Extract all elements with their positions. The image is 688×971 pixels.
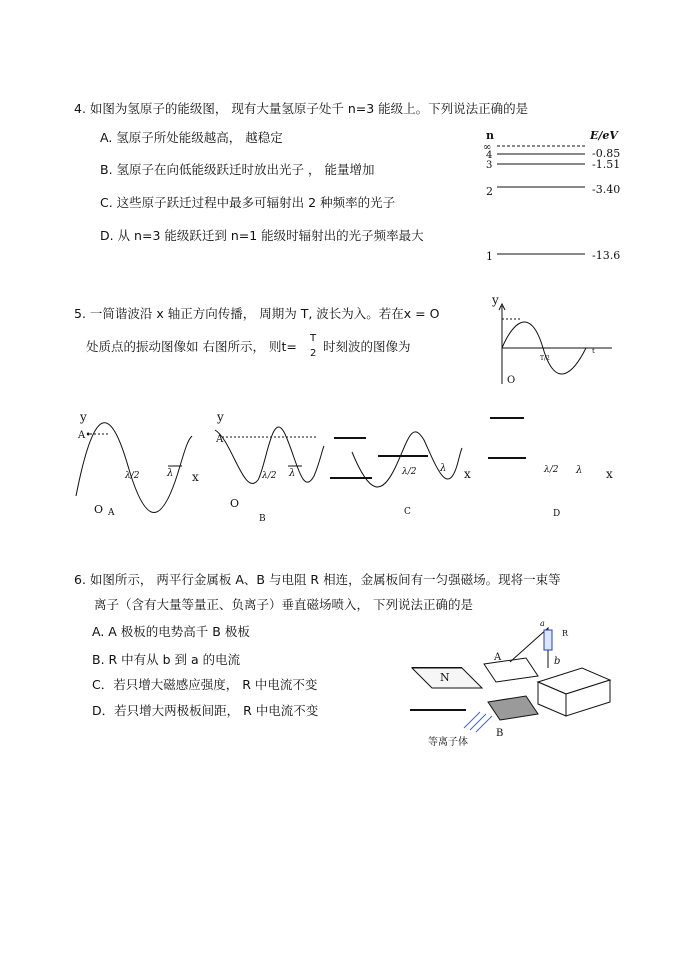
q6-option-c: C．若只增大磁感应强度， R 中电流不变 [92, 677, 318, 692]
c-half-lambda: λ/2 [402, 467, 417, 477]
label-n: N [440, 671, 450, 684]
b-letter: B [259, 514, 266, 524]
q4-option-b: B. 氢原子在向低能级跃迁时放出光子 ， 能量增加 [100, 162, 375, 177]
level-4-n: 4 [486, 150, 493, 161]
plasma-arrow-2 [470, 714, 486, 730]
q4-stem: 4. 如图为氢原子的能级图， 现有大量氢原子处千 n=3 能级上。下列说法正确的是 [74, 101, 529, 116]
q5-stem-line1: 5. 一简谐波沿 x 轴正方向传播， 周期为 T, 波长为入。若在x = O [74, 306, 440, 321]
level-inf-n: ∞ [483, 142, 492, 153]
plasma-arrow-3 [476, 716, 492, 732]
b-half-lambda: λ/2 [262, 471, 277, 481]
q5-frac-den: 2 [310, 348, 317, 359]
n-header: n [486, 129, 494, 142]
a-half-lambda: λ/2 [125, 471, 140, 481]
q6-option-b: B. R 中有从 b 到 a 的电流 [92, 652, 241, 667]
level-4-e: -0.85 [592, 147, 621, 160]
a-point-label: A• [78, 430, 92, 441]
label-small-b: b [554, 656, 561, 667]
b-point-label: A [216, 434, 224, 445]
b-origin: O [230, 497, 240, 510]
q6-stem-line2: 离子（含有大量等量正、负离子）垂直磁场喷入， 下列说法正确的是 [94, 597, 473, 612]
d-letter: D [553, 509, 561, 519]
q4-option-c: C. 这些原子跃迁过程中最多可辐射出 2 种频率的光子 [100, 195, 396, 210]
a-lambda: λ [167, 468, 174, 479]
q4-option-a: A. 氢原子所处能级越高， 越稳定 [100, 130, 283, 145]
ref-half-label: T/2 [540, 355, 550, 362]
plate-b [488, 696, 538, 720]
level-1-e: -13.6 [592, 249, 621, 262]
a-letter: A [108, 508, 115, 518]
a-x-label: x [192, 470, 199, 484]
q6-option-d: D．若只增大两极板间距， R 中电流不变 [92, 703, 319, 718]
a-origin: O [94, 503, 104, 516]
label-a: A [494, 652, 502, 663]
level-3-n: 3 [486, 160, 493, 171]
d-thick-bars [488, 418, 526, 458]
q4-option-d: D. 从 n=3 能级跃迁到 n=1 能级时辐射出的光子频率最大 [100, 228, 424, 243]
c-letter: C [404, 507, 411, 517]
energy-level-lines [497, 146, 585, 254]
d-half-lambda: λ/2 [544, 465, 559, 475]
q5-frac-num: T [310, 333, 317, 344]
b-lambda: λ [289, 468, 296, 479]
a-wave-curve [76, 423, 192, 513]
label-b: B [496, 728, 504, 739]
a-y-label: y [80, 410, 87, 424]
ref-t-label: t [592, 347, 595, 355]
q6-stem-line1: 6. 如图所示， 两平行金属板 A、B 与电阻 R 相连，金属板间有一匀强磁场。现将一束等 [74, 572, 561, 587]
q5-stem-line2a: 处质点的振动图像如 右图所示， 则t= [86, 339, 297, 354]
c-x-label: x [464, 467, 471, 481]
label-r: R [562, 629, 569, 638]
q5-reference-graph [499, 304, 612, 384]
d-lambda: λ [576, 465, 583, 476]
ref-y-label: y [492, 293, 499, 307]
level-2-e: -3.40 [592, 183, 621, 196]
q5-option-a-graph [76, 423, 192, 513]
level-2-n: 2 [486, 185, 493, 198]
q6-option-a: A. A 极板的电势高千 B 极板 [92, 624, 250, 639]
c-lambda: λ [440, 463, 447, 474]
label-plasma: 等离子体 [428, 737, 468, 748]
resistor-r [544, 630, 552, 650]
ref-origin: O [507, 375, 516, 386]
label-small-a: a [540, 619, 545, 628]
wire-a [510, 628, 548, 662]
plasma-arrow-1 [464, 712, 480, 728]
level-3-e: -1.51 [592, 158, 621, 171]
level-1-n: 1 [486, 250, 493, 263]
b-y-label: y [217, 410, 224, 424]
e-header: E/eV [590, 129, 618, 142]
d-x-label: x [606, 467, 613, 481]
q5-stem-line2b: 时刻波的图像为 [323, 339, 411, 354]
